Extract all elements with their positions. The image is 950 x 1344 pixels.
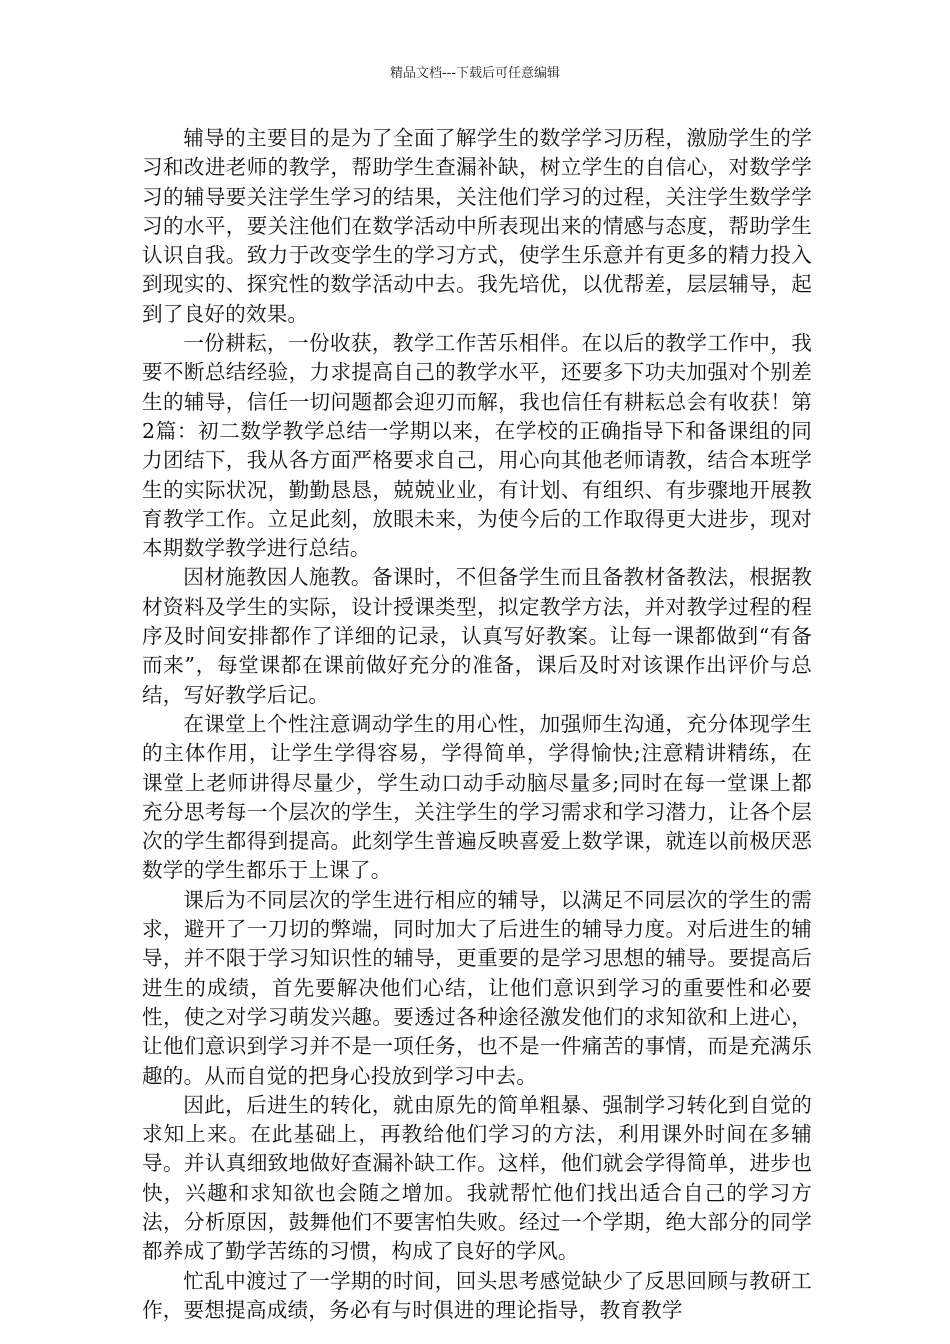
paragraph-5: 课后为不同层次的学生进行相应的辅导，以满足不同层次的学生的需求，避开了一刀切的弊端，同时加大了后进生的辅导力度。对后进生的辅导，并不限于学习知识性的辅导，更重要的是学习思想的辅导。要提高后进生的成绩，首先要解决他们心结，让他们意识到学习的重要性和必要性，使之对学习萌发兴趣。要透过各种途径激发他们的求知欲和上进心，让他们意识到学习并不是一项任务，也不是一件痛苦的事情，而是充满乐趣的。从而自觉的把身心投放到学习中去。 (142, 887, 812, 1088)
paragraph-7: 忙乱中渡过了一学期的时间，回头思考感觉缺少了反思回顾与教研工作，要想提高成绩，务必有与时俱进的理论指导，教育教学 (142, 1268, 812, 1322)
paragraph-2: 一份耕耘，一份收获，教学工作苦乐相伴。在以后的教学工作中，我要不断总结经验，力求提高自己的教学水平，还要多下功夫加强对个别差生的辅导，信任一切问题都会迎刃而解，我也信任有耕耘总会有收获！第2篇：初二数学教学总结一学期以来，在学校的正确指导下和备课组的同力团结下，我从各方面严格要求自己，用心向其他老师请教，结合本班学生的实际状况，勤勤恳恳，兢兢业业，有计划、有组织、有步骤地开展教育教学工作。立足此刻，放眼未来，为使今后的工作取得更大进步，现对本期数学教学进行总结。 (142, 331, 812, 561)
paragraph-6: 因此，后进生的转化，就由原先的简单粗暴、强制学习转化到自觉的求知上来。在此基础上，再教给他们学习的方法，利用课外时间在多辅导。并认真细致地做好查漏补缺工作。这样，他们就会学得简单，进步也快，兴趣和求知欲也会随之增加。我就帮忙他们找出适合自己的学习方法，分析原因，鼓舞他们不要害怕失败。经过一个学期，绝大部分的同学都养成了勤学苦练的习惯，构成了良好的学风。 (142, 1092, 812, 1264)
page-header: 精品文档---下载后可任意编辑 (389, 66, 561, 81)
paragraph-1: 辅导的主要目的是为了全面了解学生的数学学习历程，激励学生的学习和改进老师的教学，帮助学生查漏补缺，树立学生的自信心，对数学学习的辅导要关注学生学习的结果，关注他们学习的过程，关注学生数学学习的水平，要关注他们在数学活动中所表现出来的情感与态度，帮助学生认识自我。致力于改变学生的学习方式，使学生乐意并有更多的精力投入到现实的、探究性的数学活动中去。我先培优，以优帮差，层层辅导，起到了良好的效果。 (142, 126, 812, 326)
document-body (142, 124, 812, 1325)
paragraph-4: 在课堂上个性注意调动学生的用心性，加强师生沟通，充分体现学生的主体作用，让学生学得容易，学得简单，学得愉快;注意精讲精练，在课堂上老师讲得尽量少，学生动口动手动脑尽量多;同时在每一堂课上都充分思考每一个层次的学生，关注学生的学习需求和学习潜力，让各个层次的学生都得到提高。此刻学生普遍反映喜爱上数学课，就连以前极厌恶数学的学生都乐于上课了。 (142, 711, 812, 883)
paragraph-3: 因材施教因人施教。备课时，不但备学生而且备教材备教法，根据教材资料及学生的实际，设计授课类型，拟定教学方法，并对教学过程的程序及时间安排都作了详细的记录，认真写好教案。让每一课都做到“有备而来”，每堂课都在课前做好充分的准备，课后及时对该课作出评价与总结，写好教学后记。 (142, 565, 812, 707)
